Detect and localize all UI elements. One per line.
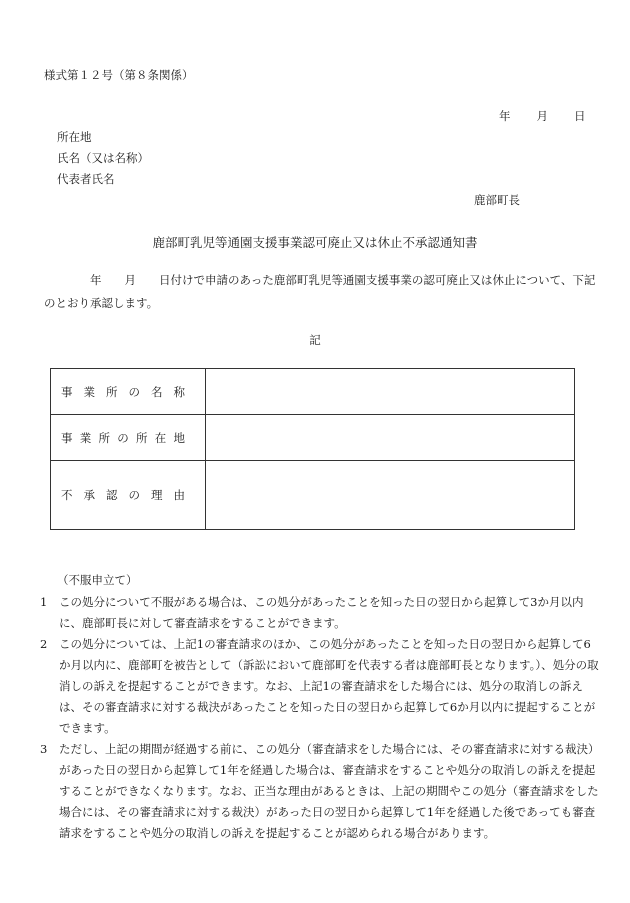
addressee-name: 氏名（又は名称） — [57, 151, 149, 165]
form-number: 様式第１２号（第８条関係） — [44, 68, 194, 82]
label-char: 所 — [98, 430, 110, 445]
label-refusal-reason — [51, 461, 206, 530]
label-char: 地 — [173, 430, 185, 445]
label-char: 不 — [61, 488, 73, 502]
value-office-name[interactable] — [206, 369, 575, 415]
ki-heading: 記 — [309, 333, 321, 347]
date-year: 年 — [499, 109, 511, 123]
value-refusal-reason[interactable] — [206, 461, 575, 530]
document-title: 鹿部町乳児等通園支援事業認可廃止又は休止不承認通知書 — [152, 235, 478, 250]
table-row-refusal-reason — [51, 461, 575, 530]
addressee-representative: 代表者氏名 — [57, 172, 115, 186]
item-number: 1 — [40, 595, 48, 609]
item-text: この処分については、上記1の審査請求のほか、この処分があったことを知った日の翌日から起算して6か月以内に、鹿部町を被告として（訴訟において鹿部町を代表する者は鹿部町長となります。）、処分の取消しの訴えを提起することができます。なお、上記1の審査請求をした場合には、処分の取消しの訴えは、その審査請求に対する裁決があったことを知った日の翌日から起算して6か月以内に提起することができます。 — [59, 637, 599, 735]
label-char: 在 — [154, 430, 167, 445]
office-info-table — [50, 368, 575, 530]
table-row-office-name — [51, 369, 575, 415]
label-office-address — [51, 415, 206, 461]
label-char: の — [128, 384, 140, 399]
item-text: この処分について不服がある場合は、この処分があったことを知った日の翌日から起算して3か月以内に、鹿部町長に対して審査請求をすることができます。 — [59, 595, 584, 630]
label-char: 所 — [136, 430, 148, 445]
value-office-address[interactable] — [206, 415, 575, 461]
date-day: 日 — [574, 109, 586, 123]
label-char: 事 — [61, 430, 73, 445]
label-char: 事 — [61, 384, 73, 399]
issuer: 鹿部町長 — [474, 193, 520, 207]
label-char: 認 — [106, 488, 118, 502]
body-text: 年 月 日付けで申請のあった鹿部町乳児等通園支援事業の認可廃止又は休止について、下記のとおり承認します。 — [44, 273, 596, 310]
item-text: ただし、上記の期間が経過する前に、この処分（審査請求をした場合には、その審査請求に対する裁決）があった日の翌日から起算して1年を経過した場合は、審査請求をすることや処分の取消しの訴えを提起することができなくなります。なお、正当な理由があるときは、上記の期間やこの処分（審査請求をした場合には、その審査請求に対する裁決）があった日の翌日から起算して1年を経過した後であっても審査請求をすることや処分の取消しの訴えを提起することが認められる場合があります。 — [59, 742, 600, 840]
objection-list — [40, 592, 600, 844]
label-char: 承 — [83, 488, 95, 502]
label-char: 称 — [173, 384, 185, 399]
label-char: の — [128, 488, 140, 502]
date-line — [499, 108, 586, 124]
label-char: 理 — [151, 488, 163, 502]
label-char: 所 — [106, 384, 118, 399]
label-char: 名 — [151, 384, 163, 399]
label-char: 業 — [83, 384, 95, 399]
list-item — [40, 592, 600, 634]
list-item — [40, 634, 600, 739]
objection-heading: （不服申立て） — [57, 573, 138, 587]
list-item — [40, 739, 600, 844]
label-office-name — [51, 369, 206, 415]
addressee-location: 所在地 — [57, 130, 92, 144]
item-number: 3 — [40, 742, 48, 756]
table-row-office-address — [51, 415, 575, 461]
date-month: 月 — [536, 109, 548, 123]
item-number: 2 — [40, 637, 48, 651]
label-char: 業 — [79, 430, 92, 445]
label-char: の — [117, 430, 129, 445]
label-char: 由 — [173, 488, 185, 502]
